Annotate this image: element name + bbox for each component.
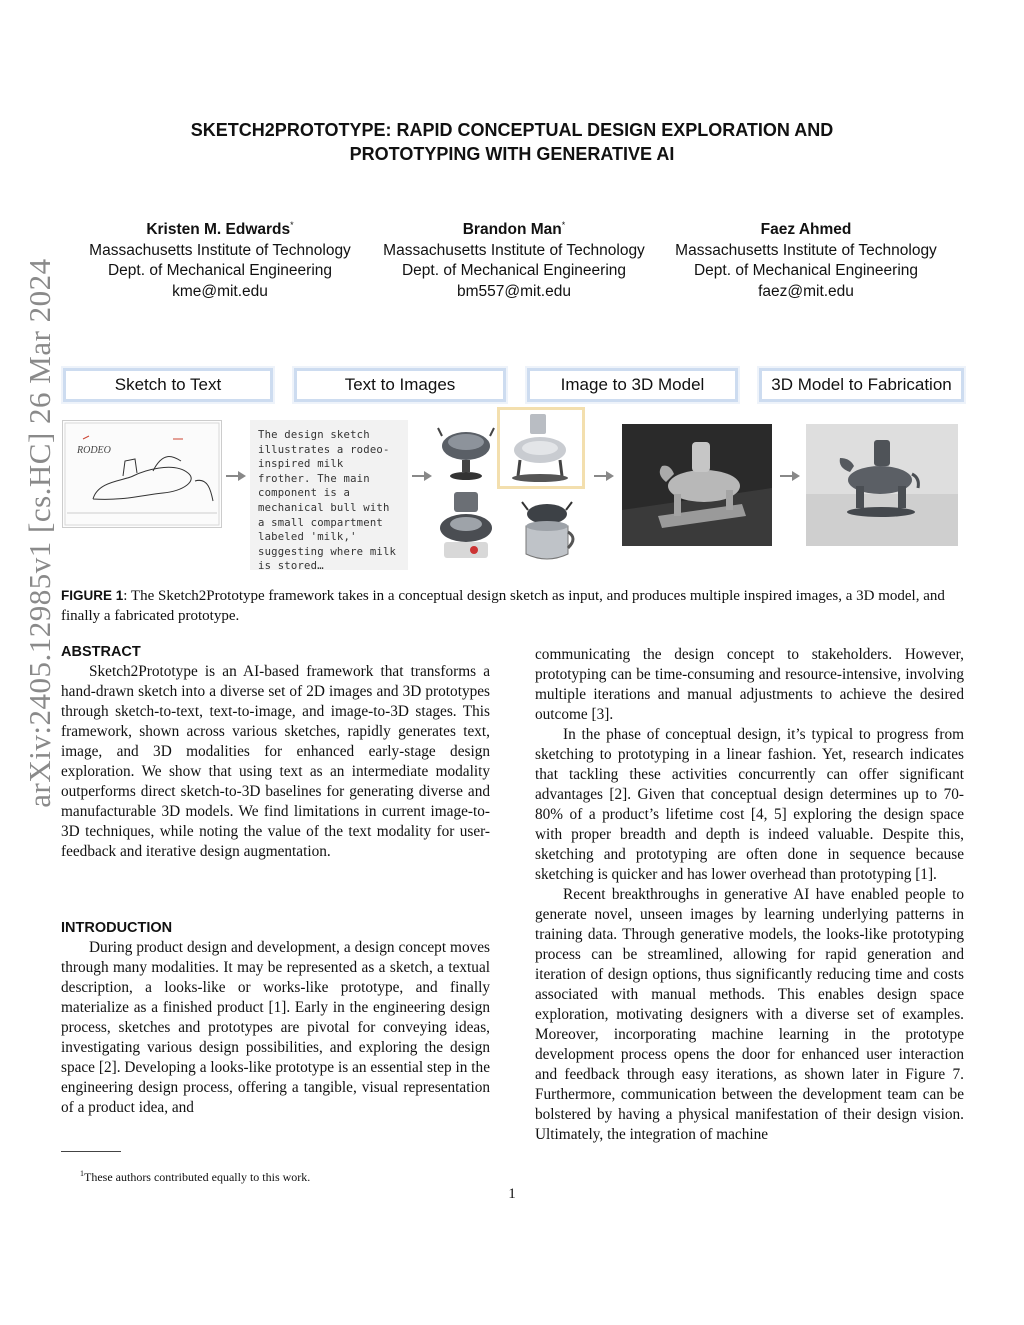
generated-image-1 xyxy=(436,412,496,484)
3d-model-render xyxy=(622,424,772,546)
title-line-1: SKETCH2PROTOTYPE: RAPID CONCEPTUAL DESIGN EXPLORATION AND xyxy=(190,120,834,140)
footnote xyxy=(80,1166,310,1185)
author-name: Faez Ahmed xyxy=(760,221,852,239)
figure-caption xyxy=(61,586,965,626)
author-email[interactable]: kme@mit.edu xyxy=(172,282,268,300)
stage-image-to-3d: Image to 3D Model xyxy=(527,368,738,402)
author-department: Dept. of Mechanical Engineering xyxy=(107,262,333,280)
generated-image-4 xyxy=(512,492,582,568)
author-affiliation: Massachusetts Institute of Technology xyxy=(89,241,351,259)
stage-text-to-images: Text to Images xyxy=(294,368,506,402)
generated-image-3 xyxy=(434,488,498,568)
left-column xyxy=(61,642,490,862)
arxiv-identifier: arXiv:2405.12985v1 [cs.HC] 26 Mar 2024 xyxy=(22,258,57,808)
footnote-mark: 1 xyxy=(80,1169,84,1178)
figure-caption-text: : The Sketch2Prototype framework takes in a conceptual design sketch as input, and produces multiple inspired images, a 3D model, and finally a fabricated prototype. xyxy=(61,588,945,624)
author-affiliation: Massachusetts Institute of Technology xyxy=(383,241,645,259)
input-sketch-image xyxy=(62,420,222,528)
author-department: Dept. of Mechanical Engineering xyxy=(693,262,919,280)
author-block-1 xyxy=(70,215,370,302)
right-paragraph-2: In the phase of conceptual design, it’s typical to progress from sketching to prototyping in a linear fashion. Yet, research indicates that tackling these activities concurrently can offer significant advantages [2]. Given that conceptual design determines up to 70-80% of a product’s lifetime cost [4, 5] exploring the design space with proper breadth and depth is indeed valuable. Despite this, sketching and prototyping are often done in sequence because sketching is quicker and has lower overhead than prototyping [1]. xyxy=(535,726,964,883)
right-paragraph-3: Recent breakthroughs in generative AI have enabled people to generate novel, unseen images by learning underlying patterns in training data. Through generative models, the looks-like prototyping process can be streamlined, allowing for rapid generation and iteration of design options, thus significantly reducing time and costs associated with manual methods. This enables design space exploration, motivating designers with a diverse set of examples. Moreover, incorporating machine learning in the prototype development process opens the door for enhanced user interaction and feedback through easy iterations, as shown later in Figure 7. Furthermore, communication between the development team can be bolstered by having a physical manifestation of their design vision. Ultimately, the integration of machine xyxy=(535,886,964,1143)
arrow-right-icon xyxy=(780,470,800,482)
sketch-description-text: The design sketch illustrates a rodeo-inspired milk frother. The main component is a mechanical bull with a small compartment labeled 'milk,' suggesting where milk is stored… xyxy=(250,420,408,570)
author-department: Dept. of Mechanical Engineering xyxy=(401,262,627,280)
introduction-heading: INTRODUCTION xyxy=(61,920,173,936)
sketch-label: RODEO xyxy=(77,445,111,456)
page-number: 1 xyxy=(508,1186,516,1202)
introduction-section xyxy=(61,918,490,1118)
paper-title xyxy=(120,118,904,166)
author-name: Brandon Man xyxy=(462,221,562,239)
author-email[interactable]: faez@mit.edu xyxy=(758,282,854,300)
stage-sketch-to-text: Sketch to Text xyxy=(63,368,273,402)
author-block-3 xyxy=(656,215,956,302)
introduction-paragraph-1: During product design and development, a design concept moves through many modalities. It may be represented as a sketch, a textual description, a looks-like or works-like prototype, and finally materialize as a finished product [1]. Early in the engineering design process, sketches and prototypes are pivotal for conveying ideas, investigating various design possibilities, and exploring the design space [2]. Developing a looks-like prototype is an essential step in the engineering design process, offering a tangible, visual representation of a product idea, and xyxy=(61,939,490,1116)
arrow-right-icon xyxy=(412,470,432,482)
arrow-right-icon xyxy=(226,470,246,482)
title-line-2: PROTOTYPING WITH GENERATIVE AI xyxy=(349,144,675,164)
abstract-text: Sketch2Prototype is an AI-based framework that transforms a hand-drawn sketch into a diverse set of 2D images and 3D prototypes through sketch-to-text, text-to-image, and image-to-3D stages. This framework, shown across various sketches, rapidly generates text, image, and 3D modalities for enhanced early-stage design exploration. We show that using text as an intermediate modality outperforms direct sketch-to-3D baselines for generating diverse and manufacturable 3D models. We find limitations in current image-to-3D techniques, while noting the value of the text modality for user-feedback and iterative design augmentation. xyxy=(61,663,490,860)
arrow-right-icon xyxy=(594,470,614,482)
author-affiliation: Massachusetts Institute of Technology xyxy=(675,241,937,259)
figure-label: FIGURE 1 xyxy=(61,588,124,603)
generated-image-2-selected[interactable] xyxy=(497,407,585,489)
stage-3d-to-fabrication: 3D Model to Fabrication xyxy=(759,368,964,402)
author-name: Kristen M. Edwards xyxy=(146,221,291,239)
right-column xyxy=(535,645,964,1145)
author-block-2 xyxy=(364,215,664,302)
author-email[interactable]: bm557@mit.edu xyxy=(457,282,571,300)
fabricated-prototype-photo xyxy=(806,424,958,546)
footnote-rule xyxy=(61,1151,121,1152)
right-paragraph-1: communicating the design concept to stakeholders. However, prototyping can be time-consuming and resource-intensive, involving multiple iterations and manual adjustments to achieve the desired outcome [3]. xyxy=(535,646,964,723)
footnote-text: These authors contributed equally to this work. xyxy=(84,1170,311,1184)
equal-contribution-mark: * xyxy=(290,220,294,230)
abstract-heading: ABSTRACT xyxy=(61,644,141,660)
equal-contribution-mark: * xyxy=(561,220,566,230)
